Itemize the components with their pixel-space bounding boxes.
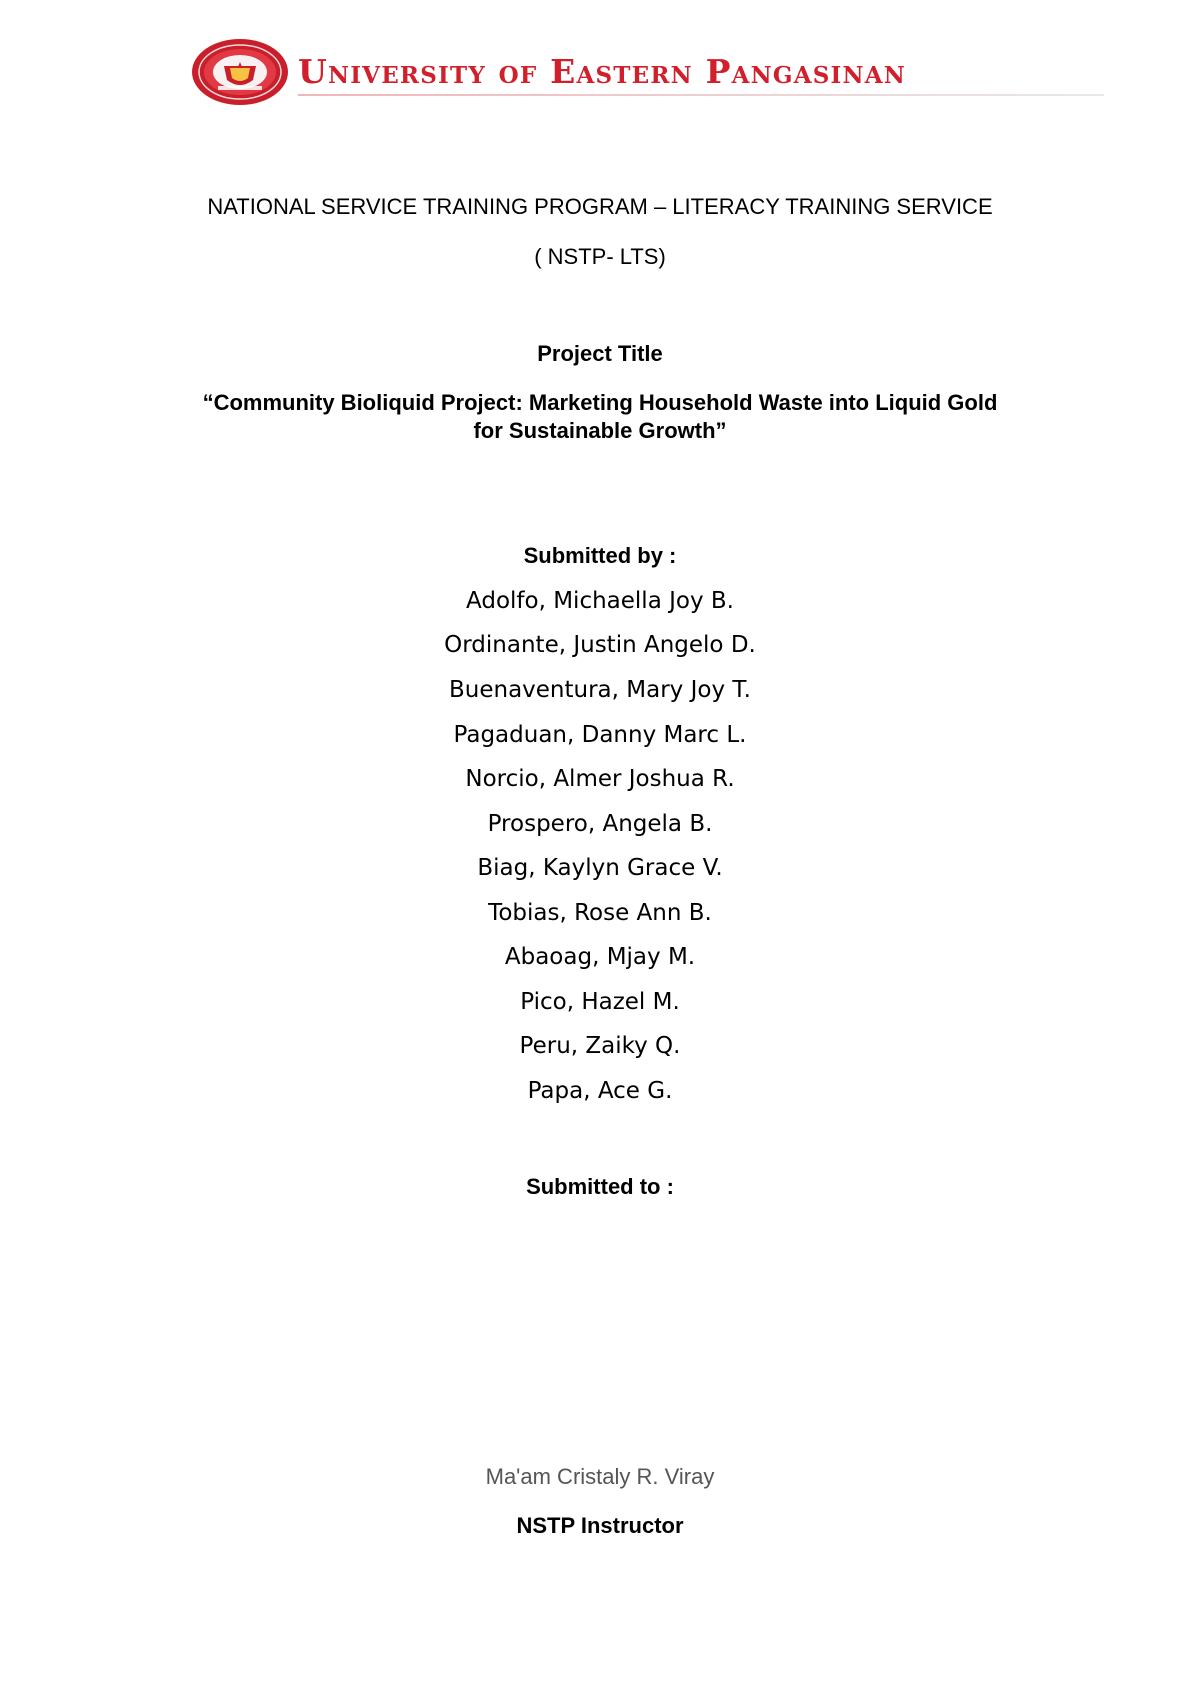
university-seal-icon	[190, 38, 290, 106]
student-name: Biag, Kaylyn Grace V.	[477, 855, 723, 881]
submitted-by-label: Submitted by :	[523, 543, 677, 568]
project-title-line-2: for Sustainable Growth”	[473, 418, 727, 443]
project-title-label: Project Title	[537, 341, 663, 366]
student-name: Norcio, Almer Joshua R.	[465, 766, 735, 792]
student-name: Peru, Zaiky Q.	[519, 1033, 681, 1059]
instructor-name: Ma'am Cristaly R. Viray	[485, 1464, 715, 1489]
project-title-line-1: “Community Bioliquid Project: Marketing Household Waste into Liquid Gold	[202, 390, 998, 415]
program-abbreviation: ( NSTP- LTS)	[534, 244, 666, 269]
student-name: Papa, Ace G.	[527, 1078, 673, 1104]
student-name: Tobias, Rose Ann B.	[488, 900, 712, 926]
instructor-role: NSTP Instructor	[516, 1513, 684, 1538]
student-name: Abaoag, Mjay M.	[504, 944, 696, 970]
student-name: Buenaventura, Mary Joy T.	[448, 677, 751, 703]
university-name: University of Eastern Pangasinan	[298, 52, 907, 91]
student-name: Prospero, Angela B.	[487, 811, 713, 837]
student-name: Adolfo, Michaella Joy B.	[466, 588, 734, 614]
program-title: NATIONAL SERVICE TRAINING PROGRAM – LITERACY TRAINING SERVICE	[207, 194, 993, 219]
header-divider	[298, 94, 1104, 96]
student-name: Ordinante, Justin Angelo D.	[444, 632, 756, 658]
student-name: Pagaduan, Danny Marc L.	[453, 722, 747, 748]
student-name: Pico, Hazel M.	[520, 989, 680, 1015]
university-header	[190, 38, 1110, 106]
submitted-to-label: Submitted to :	[526, 1174, 674, 1199]
